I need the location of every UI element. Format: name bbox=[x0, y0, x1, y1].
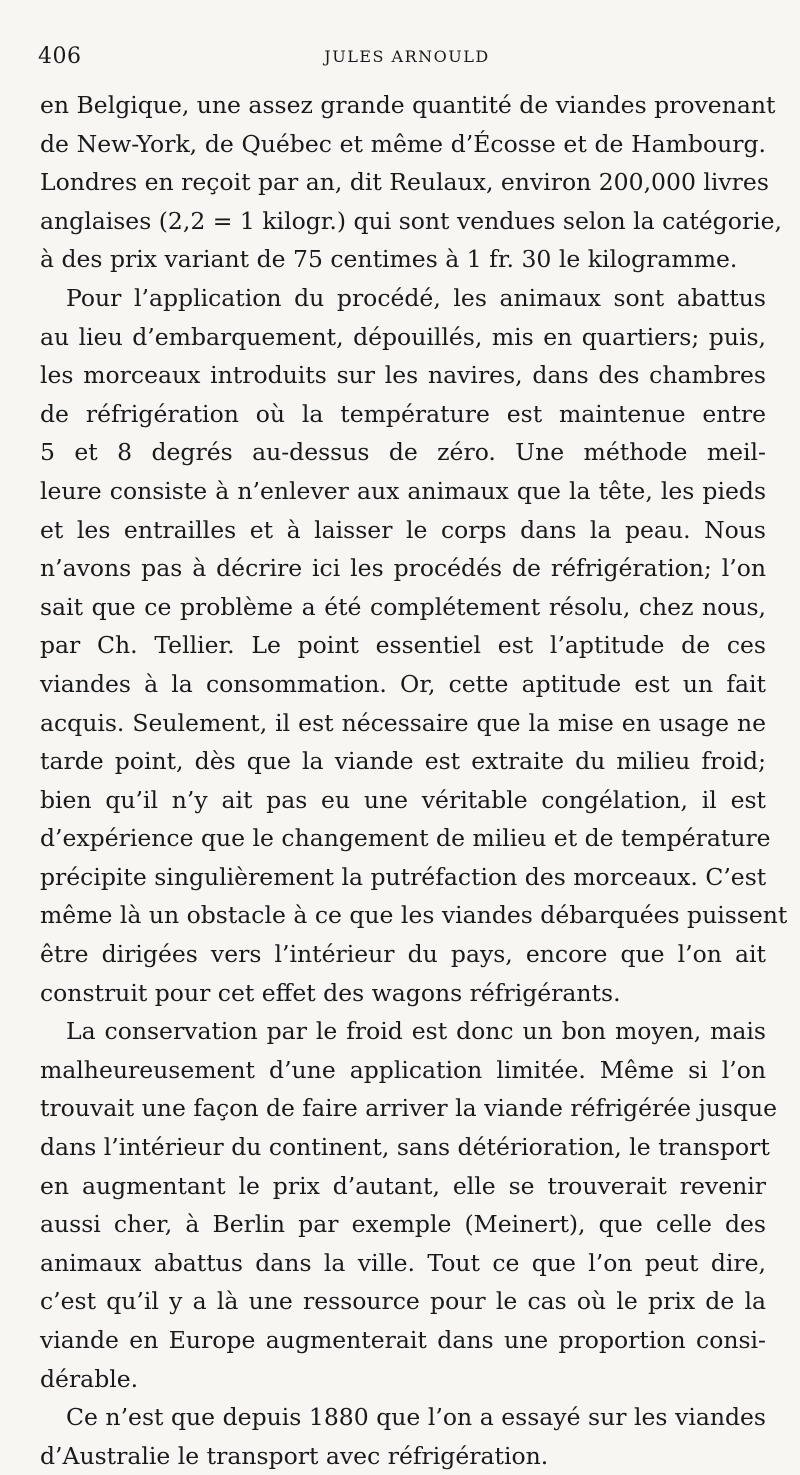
text-line: par Ch. Tellier. Le point essentiel est l’aptitude de ces bbox=[40, 631, 766, 660]
text-line: dérable. bbox=[40, 1364, 139, 1393]
text-line: de réfrigération où la température est maintenue entre bbox=[40, 399, 766, 428]
text-line: viandes à la consommation. Or, cette aptitude est un fait bbox=[40, 669, 766, 698]
text-line: précipite singulièrement la putréfaction des morceaux. C’est bbox=[40, 862, 767, 891]
text-line: trouvait une façon de faire arriver la viande réfrigérée jusque bbox=[40, 1094, 778, 1123]
running-title: JULES ARNOULD bbox=[324, 47, 490, 66]
text-line: en Belgique, une assez grande quantité de viandes provenant bbox=[40, 91, 776, 119]
text-line: de New-York, de Québec et même d’Écosse et de Hambourg. bbox=[40, 129, 766, 158]
paragraph-start-line: Pour l’application du procédé, les animaux sont abattus bbox=[66, 283, 766, 312]
text-line: d’expérience que le changement de milieu et de température bbox=[40, 824, 771, 853]
running-head bbox=[38, 44, 758, 72]
paragraph-start-line: La conservation par le froid est donc un bon moyen, mais bbox=[66, 1017, 766, 1046]
text-line: dans l’intérieur du continent, sans détérioration, le transport bbox=[40, 1133, 770, 1162]
text-line: à des prix variant de 75 centimes à 1 fr. 30 le kilogramme. bbox=[40, 245, 738, 274]
text-line: aussi cher, à Berlin par exemple (Meinert), que celle des bbox=[40, 1210, 766, 1239]
text-line: acquis. Seulement, il est nécessaire que la mise en usage ne bbox=[40, 708, 766, 737]
text-line: d’Australie le transport avec réfrigération. bbox=[40, 1441, 549, 1470]
text-line: au lieu d’embarquement, dépouillés, mis en quartiers; puis, bbox=[40, 322, 766, 351]
text-line: être dirigées vers l’intérieur du pays, encore que l’on ait bbox=[40, 940, 766, 969]
text-line: leure consiste à n’enlever aux animaux que la tête, les pieds bbox=[40, 476, 766, 505]
page-number: 406 bbox=[38, 44, 82, 69]
body-text bbox=[40, 86, 788, 1475]
text-line: même là un obstacle à ce que les viandes débarquées puissent bbox=[40, 901, 788, 930]
text-line: et les entrailles et à laisser le corps dans la peau. Nous bbox=[40, 515, 766, 544]
text-line: anglaises (2,2 = 1 kilogr.) qui sont vendues selon la catégorie, bbox=[40, 206, 782, 235]
text-line: bien qu’il n’y ait pas eu une véritable congélation, il est bbox=[40, 785, 766, 814]
paragraph-start-line: Ce n’est que depuis 1880 que l’on a essayé sur les viandes bbox=[66, 1403, 766, 1432]
text-line: les morceaux introduits sur les navires, dans des chambres bbox=[40, 361, 766, 390]
text-line: sait que ce problème a été complétement résolu, chez nous, bbox=[40, 592, 766, 621]
text-line: Londres en reçoit par an, dit Reulaux, environ 200,000 livres bbox=[40, 168, 769, 197]
text-line: animaux abattus dans la ville. Tout ce que l’on peut dire, bbox=[40, 1248, 766, 1277]
text-line: construit pour cet effet des wagons réfrigérants. bbox=[40, 978, 621, 1007]
text-line: 5 et 8 degrés au-dessus de zéro. Une méthode meil- bbox=[40, 438, 766, 467]
text-line: c’est qu’il y a là une ressource pour le cas où le prix de la bbox=[40, 1287, 766, 1316]
text-line: malheureusement d’une application limitée. Même si l’on bbox=[40, 1055, 766, 1084]
text-line: n’avons pas à décrire ici les procédés de réfrigération; l’on bbox=[40, 554, 766, 583]
text-line: en augmentant le prix d’autant, elle se trouverait revenir bbox=[40, 1171, 766, 1200]
text-line: tarde point, dès que la viande est extraite du milieu froid; bbox=[40, 747, 766, 776]
text-line: viande en Europe augmenterait dans une proportion consi- bbox=[40, 1326, 766, 1354]
